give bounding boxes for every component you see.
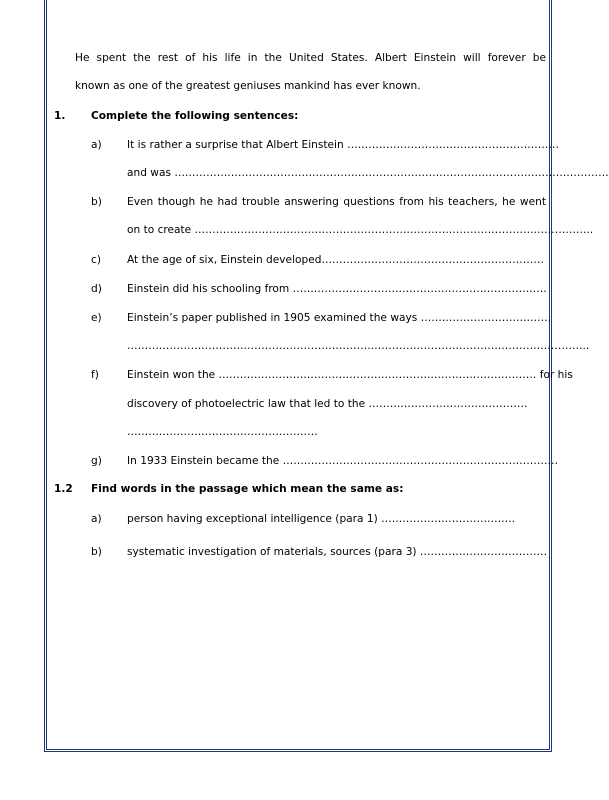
intro-line-1: He spent the rest of his life in the United States. Albert Einstein will forever be <box>75 52 546 64</box>
item-g-label: g) <box>91 455 102 467</box>
vocab-b-line-1: systematic investigation of materials, sources (para 3) ……………………………… <box>127 546 548 558</box>
item-f-line-3: ……………………………………………… <box>127 426 318 438</box>
item-b-label: b) <box>91 196 102 208</box>
vocab-a-label: a) <box>91 513 102 525</box>
item-a-line-1: It is rather a surprise that Albert Einstein …………………………………………………… <box>127 139 559 151</box>
item-c-label: c) <box>91 254 101 266</box>
item-a-line-2: and was …………………………………………………………………………………………………………… <box>127 167 609 179</box>
item-c-line-1: At the age of six, Einstein developed……………………………………………………… <box>127 254 544 266</box>
section-2-title: Find words in the passage which mean the same as: <box>91 483 404 495</box>
intro-line-2: known as one of the greatest geniuses mankind has ever known. <box>75 80 421 92</box>
item-d-line-1: Einstein did his schooling from ……………………………………………………………… <box>127 283 547 295</box>
item-e-label: e) <box>91 312 102 324</box>
item-b-line-2: on to create ………………………………………………………………………………………………….. <box>127 224 594 236</box>
item-b-line-1: Even though he had trouble answering questions from his teachers, he went <box>127 196 546 208</box>
vocab-a-line-1: person having exceptional intelligence (para 1) ……………………………….. <box>127 513 515 525</box>
item-f-label: f) <box>91 369 99 381</box>
section-2-number: 1.2 <box>54 483 73 495</box>
item-a-label: a) <box>91 139 102 151</box>
section-1-title: Complete the following sentences: <box>91 110 299 122</box>
item-e-line-2: ………………………………………………………………………………………………………………….. <box>127 340 590 352</box>
item-g-line-1: In 1933 Einstein became the …………………………………………………………………… <box>127 455 559 467</box>
item-f-line-2: discovery of photoelectric law that led to the ……………………………………… <box>127 398 528 410</box>
item-d-label: d) <box>91 283 102 295</box>
item-e-line-1: Einstein’s paper published in 1905 examined the ways ………………………………. <box>127 312 552 324</box>
section-1-number: 1. <box>54 110 66 122</box>
item-f-line-1: Einstein won the ……………………………………………………………………………… for his <box>127 369 573 381</box>
vocab-b-label: b) <box>91 546 102 558</box>
